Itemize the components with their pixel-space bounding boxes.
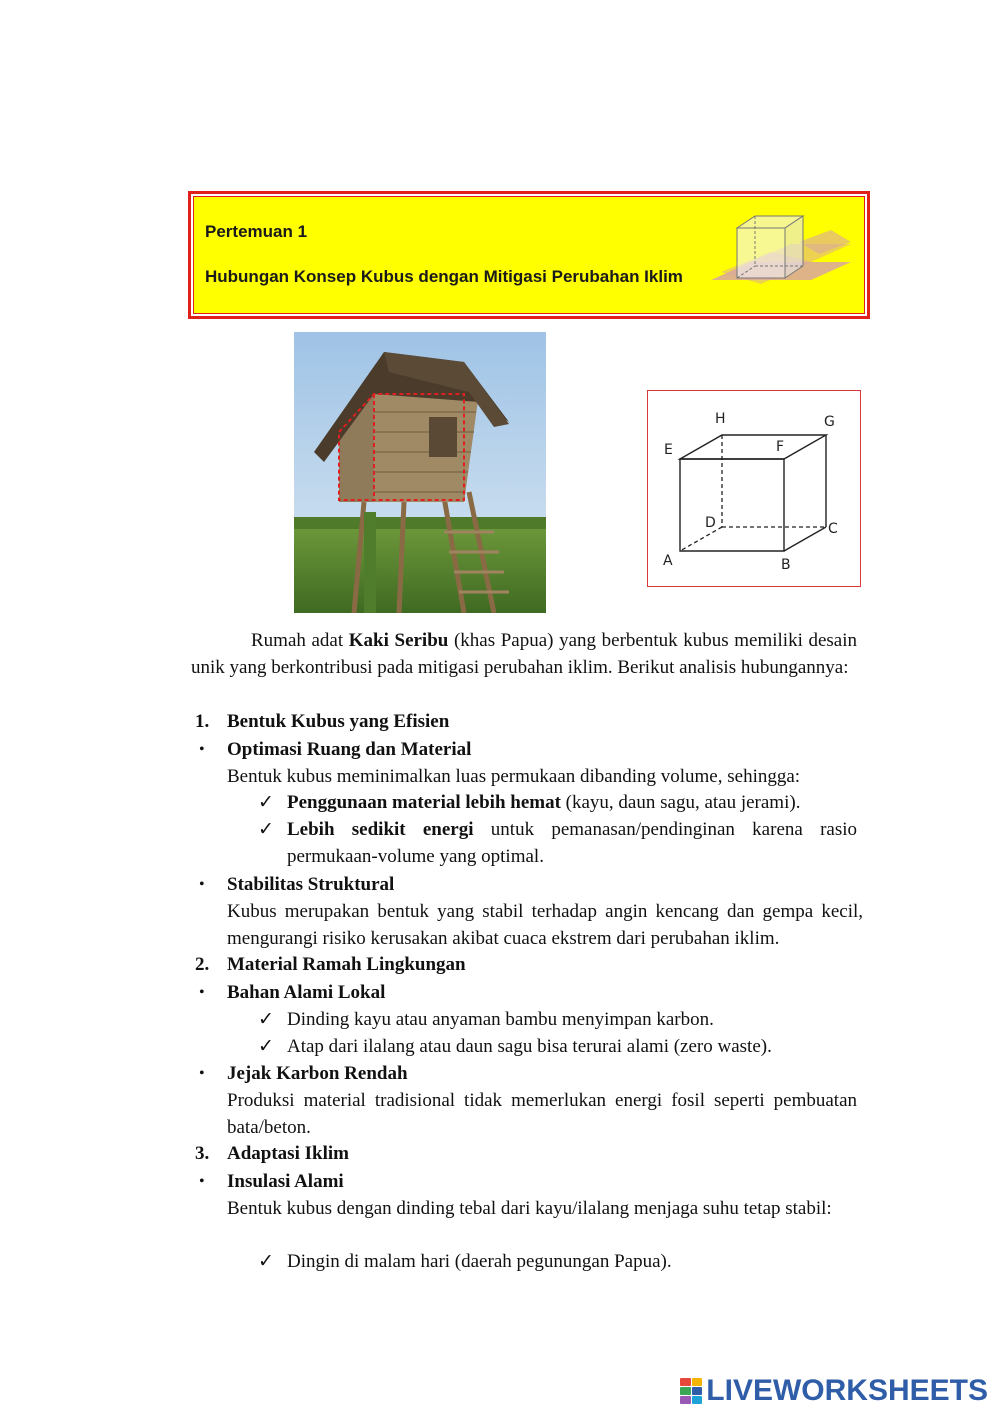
s2-check-2: Atap dari ilalang atau daun sagu bisa terurai alami (zero waste). — [287, 1036, 772, 1057]
check-icon: ✓ — [258, 819, 274, 840]
section-1-number: 1. — [195, 711, 210, 732]
intro-paragraph — [191, 627, 857, 681]
s2-check-1: Dinding kayu atau anyaman bambu menyimpan karbon. — [287, 1009, 714, 1030]
cube-diagram — [647, 390, 861, 587]
section-1-title: Bentuk Kubus yang Efisien — [227, 711, 450, 732]
s2-bullet-2-title: Jejak Karbon Rendah — [227, 1063, 408, 1084]
s1-bullet-1-text: Bentuk kubus meminimalkan luas permukaan dibanding volume, sehingga: — [227, 766, 801, 787]
s1-check-2-bold: Lebih sedikit energi — [287, 819, 474, 840]
banner-subtitle: Hubungan Konsep Kubus dengan Mitigasi Perubahan Iklim — [205, 267, 683, 286]
s3-check-1: Dingin di malam hari (daerah pegunungan Papua). — [287, 1251, 672, 1272]
s3-bullet-1-title: Insulasi Alami — [227, 1171, 344, 1192]
cube-diagram-svg — [648, 391, 859, 585]
bullet-icon: • — [199, 741, 205, 758]
logo-mark-icon — [680, 1378, 702, 1404]
check-icon: ✓ — [258, 1009, 274, 1030]
logo-text: LIVEWORKSHEETS — [706, 1374, 988, 1407]
s3-bullet-1-text: Bentuk kubus dengan dinding tebal dari kayu/ilalang menjaga suhu tetap stabil: — [227, 1198, 832, 1219]
check-icon: ✓ — [258, 1251, 274, 1272]
vertex-a-label: A — [663, 553, 673, 569]
s1-check-1-bold: Penggunaan material lebih hemat — [287, 792, 561, 813]
intro-text-rest: (khas Papua) yang berbentuk kubus memiliki desain unik yang berkontribusi pada mitigasi perubahan iklim. Berikut analisis hubungannya: — [191, 630, 858, 678]
vertex-f-label: F — [776, 439, 785, 455]
bullet-icon: • — [199, 1173, 205, 1190]
house-name: Kaki Seribu — [348, 630, 449, 651]
cube-net-illustration — [711, 212, 861, 307]
s1-check-2 — [287, 816, 857, 870]
vertex-e-label: E — [664, 442, 673, 458]
s1-bullet-2-title: Stabilitas Struktural — [227, 874, 395, 895]
kaki-seribu-house-photo — [294, 332, 546, 613]
liveworksheets-logo[interactable] — [680, 1374, 988, 1408]
header-banner — [188, 191, 870, 319]
intro-text-start: Rumah adat — [251, 630, 349, 651]
section-2-number: 2. — [195, 954, 210, 975]
bullet-icon: • — [199, 876, 205, 893]
s1-check-1-rest: (kayu, daun sagu, atau jerami). — [560, 792, 801, 813]
check-icon: ✓ — [258, 792, 274, 813]
banner-title: Pertemuan 1 — [205, 222, 308, 241]
vertex-c-label: C — [828, 521, 838, 537]
s1-bullet-2-text: Kubus merupakan bentuk yang stabil terhadap angin kencang dan gempa kecil, mengurangi risiko kerusakan akibat cuaca ekstrem dari perubahan iklim. — [227, 901, 863, 949]
bullet-icon: • — [199, 984, 205, 1001]
s1-check-1 — [287, 789, 857, 816]
s2-bullet-1-title: Bahan Alami Lokal — [227, 982, 386, 1003]
s2-bullet-2-text: Produksi material tradisional tidak memerlukan energi fosil seperti pembuatan bata/beton. — [227, 1090, 857, 1138]
vertex-g-label: G — [824, 414, 835, 430]
s1-bullet-1-title: Optimasi Ruang dan Material — [227, 739, 472, 760]
section-3-title: Adaptasi Iklim — [227, 1143, 349, 1164]
vertex-h-label: H — [715, 411, 726, 427]
section-3-number: 3. — [195, 1143, 210, 1164]
s1-check-2-rest: untuk pemanasan/pendinginan karena rasio permukaan-volume yang optimal. — [287, 819, 857, 867]
bullet-icon: • — [199, 1065, 205, 1082]
vertex-d-label: D — [705, 515, 716, 531]
check-icon: ✓ — [258, 1036, 274, 1057]
section-2-title: Material Ramah Lingkungan — [227, 954, 466, 975]
vertex-b-label: B — [781, 557, 791, 573]
